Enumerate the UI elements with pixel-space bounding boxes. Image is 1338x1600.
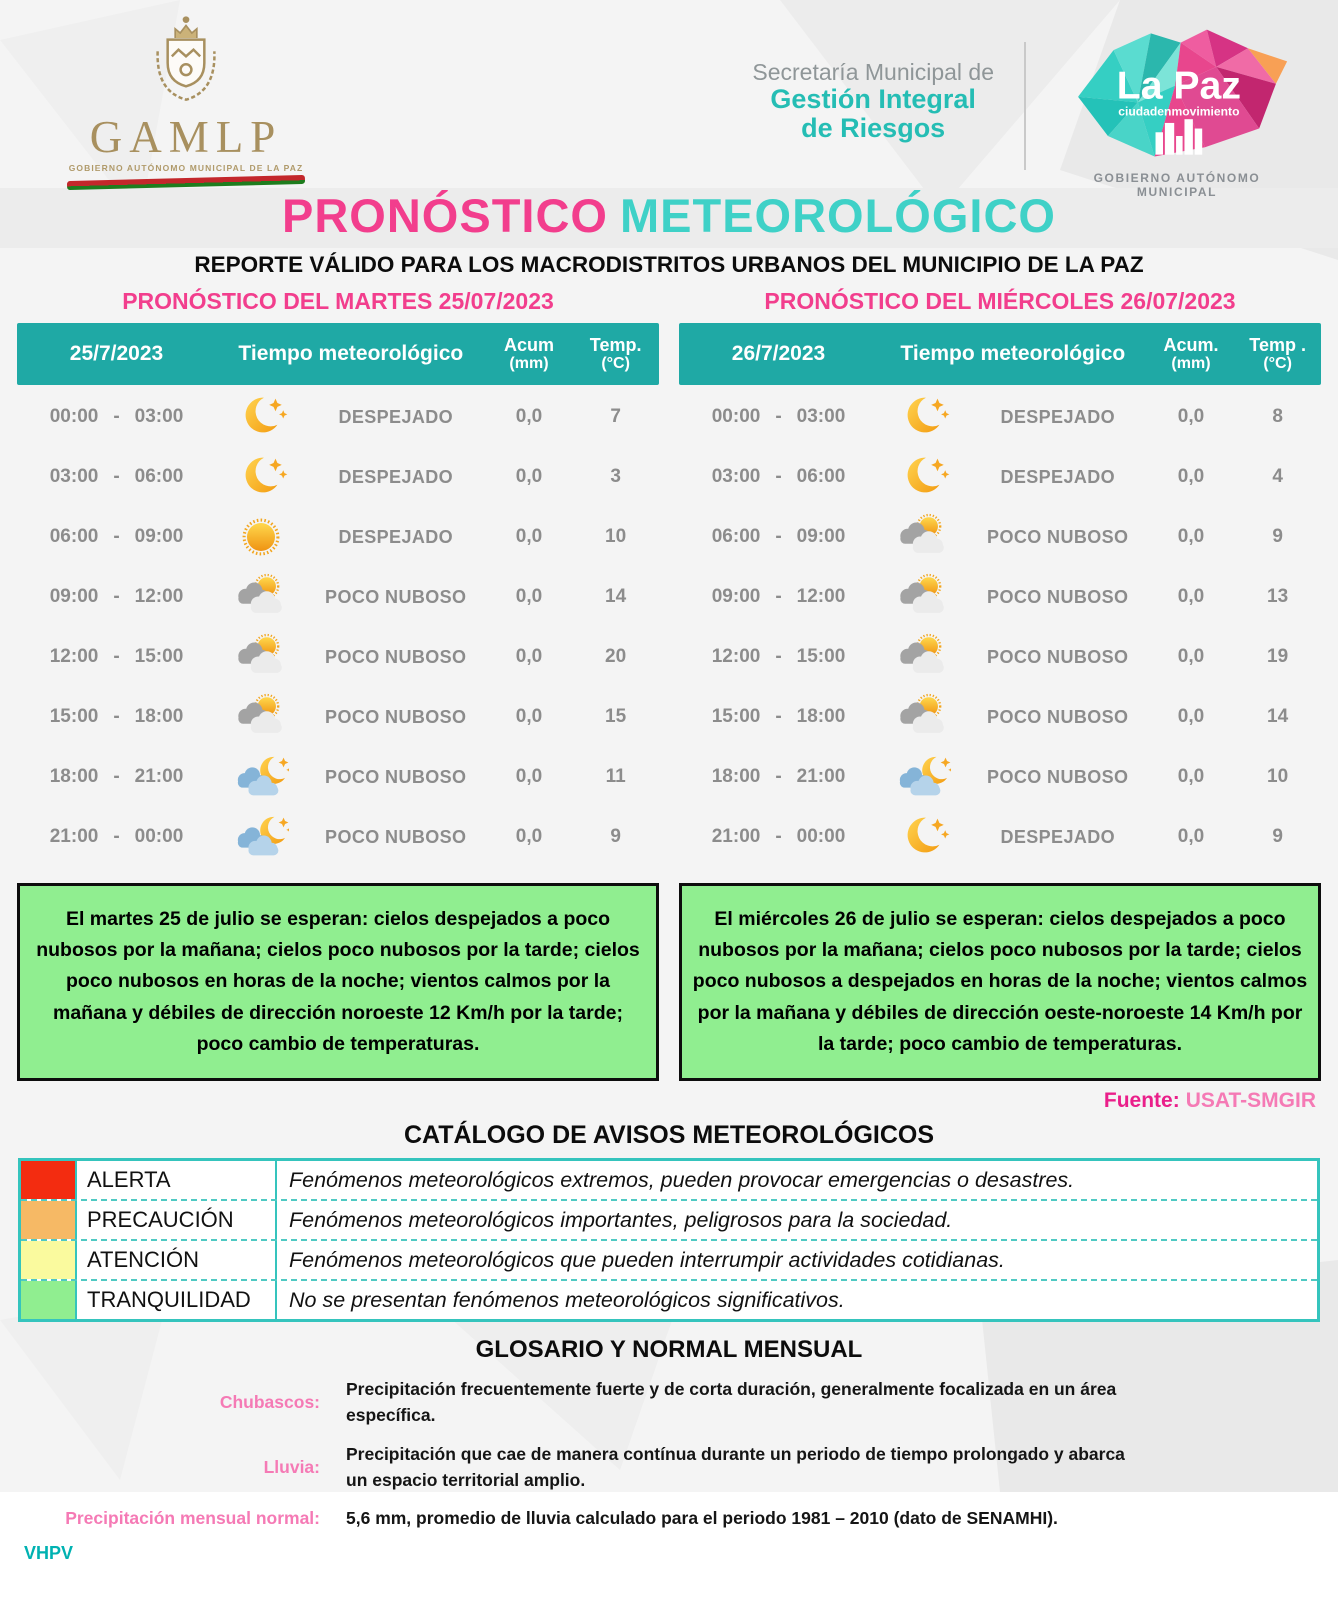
time-range: 00:00 - 03:00 <box>49 406 184 428</box>
secretaria-block <box>752 60 994 143</box>
forecast-row <box>17 567 659 627</box>
forecast-table-wednesday <box>679 286 1321 1081</box>
time-range: 15:00 - 18:00 <box>49 706 184 728</box>
moon-clouds-icon <box>895 753 951 801</box>
accumulation-value: 0,0 <box>1177 706 1205 728</box>
glossary-entry-precipitacion <box>0 1505 1308 1531</box>
sun-icon <box>233 513 289 561</box>
accumulation-value: 0,0 <box>515 466 543 488</box>
temperature-value: 10 <box>605 526 627 548</box>
accumulation-value: 0,0 <box>515 526 543 548</box>
time-range: 21:00 - 00:00 <box>49 826 184 848</box>
lapaz-logo <box>1052 24 1302 199</box>
condition-label: DESPEJADO <box>1000 406 1116 427</box>
forecast-header-row <box>679 323 1321 385</box>
forecast-heading-tuesday: PRONÓSTICO DEL MARTES 25/07/2023 <box>122 288 554 315</box>
temperature-value: 15 <box>605 706 627 728</box>
forecast-header-row <box>17 323 659 385</box>
column-header-temp: Temp . (°C) <box>1249 334 1306 373</box>
catalog-title: CATÁLOGO DE AVISOS METEOROLÓGICOS <box>403 1121 935 1150</box>
condition-label: POCO NUBOSO <box>987 586 1129 607</box>
glossary-term: Precipitación mensual normal: <box>65 1508 320 1529</box>
author-initials: VHPV <box>24 1543 74 1564</box>
accumulation-value: 0,0 <box>515 706 543 728</box>
glossary <box>0 1376 1338 1531</box>
source-label: Fuente: <box>1103 1089 1180 1113</box>
precaucion-color-swatch <box>21 1201 77 1239</box>
tranquilidad-label: TRANQUILIDAD <box>77 1281 277 1319</box>
time-range: 15:00 - 18:00 <box>711 706 846 728</box>
condition-label: POCO NUBOSO <box>325 766 467 787</box>
alerta-label: ALERTA <box>77 1161 277 1199</box>
condition-label: POCO NUBOSO <box>987 526 1129 547</box>
tranquilidad-color-swatch <box>21 1281 77 1319</box>
source-line <box>0 1081 1338 1113</box>
catalog-row-precaucion <box>21 1199 1317 1239</box>
temperature-value: 8 <box>1272 406 1283 428</box>
page-title-part1: PRONÓSTICO <box>282 189 608 242</box>
source-value: USAT-SMGIR <box>1185 1089 1316 1113</box>
moon-clouds-icon <box>233 813 289 861</box>
time-range: 09:00 - 12:00 <box>49 586 184 608</box>
time-range: 03:00 - 06:00 <box>711 466 846 488</box>
condition-label: POCO NUBOSO <box>325 646 467 667</box>
secretaria-line2: Gestión Integral <box>770 83 976 114</box>
sun-clouds-icon <box>233 573 289 621</box>
glossary-definition: 5,6 mm, promedio de lluvia calculado para el periodo 1981 – 2010 (dato de SENAMHI). <box>346 1508 1058 1529</box>
glossary-title: GLOSARIO Y NORMAL MENSUAL <box>475 1336 863 1364</box>
time-range: 03:00 - 06:00 <box>49 466 184 488</box>
condition-label: POCO NUBOSO <box>987 706 1129 727</box>
sun-clouds-icon <box>895 693 951 741</box>
temperature-value: 13 <box>1267 586 1289 608</box>
alerta-color-swatch <box>21 1161 77 1199</box>
temperature-value: 11 <box>605 766 626 788</box>
glossary-term: Lluvia: <box>263 1456 320 1477</box>
forecast-table-tuesday <box>17 286 659 1081</box>
summary-box-tuesday <box>17 883 659 1081</box>
time-range: 09:00 - 12:00 <box>711 586 846 608</box>
forecast-row <box>679 807 1321 867</box>
catalog-row-atencion <box>21 1239 1317 1279</box>
condition-label: POCO NUBOSO <box>325 706 467 727</box>
sun-clouds-icon <box>895 633 951 681</box>
column-header-acum: Acum (mm) <box>503 334 554 373</box>
forecast-row <box>17 807 659 867</box>
atencion-label: ATENCIÓN <box>77 1241 277 1279</box>
condition-label: DESPEJADO <box>338 406 454 427</box>
column-header-acum: Acum. (mm) <box>1163 334 1219 373</box>
sun-clouds-icon <box>895 513 951 561</box>
temperature-value: 20 <box>605 646 627 668</box>
forecast-row <box>17 627 659 687</box>
precaucion-description: Fenómenos meteorológicos importantes, peligrosos para la sociedad. <box>289 1207 953 1232</box>
accumulation-value: 0,0 <box>1177 526 1205 548</box>
lapaz-tagline: ciudadenmovimiento <box>1118 104 1240 119</box>
lapaz-name: La Paz <box>1116 64 1241 108</box>
forecast-row <box>679 627 1321 687</box>
forecast-row <box>679 447 1321 507</box>
atencion-color-swatch <box>21 1241 77 1279</box>
forecast-row <box>17 447 659 507</box>
gamlp-logo <box>36 8 336 187</box>
accumulation-value: 0,0 <box>1177 766 1205 788</box>
condition-label: POCO NUBOSO <box>325 586 467 607</box>
secretaria-line3: de Riesgos <box>801 112 946 143</box>
page-title-part2: METEOROLÓGICO <box>619 189 1056 242</box>
time-range: 18:00 - 21:00 <box>49 766 184 788</box>
column-header-date: 26/7/2023 <box>731 342 826 366</box>
header <box>0 0 1338 199</box>
accumulation-value: 0,0 <box>515 766 543 788</box>
time-range: 18:00 - 21:00 <box>711 766 846 788</box>
gamlp-crest-icon <box>138 8 234 108</box>
accumulation-value: 0,0 <box>515 646 543 668</box>
alert-catalog-table <box>18 1158 1320 1322</box>
column-header-date: 25/7/2023 <box>69 342 164 366</box>
forecast-row <box>17 387 659 447</box>
column-header-weather: Tiempo meteorológico <box>238 342 464 366</box>
temperature-value: 14 <box>1267 706 1289 728</box>
temperature-value: 9 <box>610 826 621 848</box>
lapaz-polygon-icon <box>1061 24 1293 164</box>
catalog-row-alerta <box>21 1161 1317 1199</box>
accumulation-value: 0,0 <box>1177 406 1205 428</box>
time-range: 21:00 - 00:00 <box>711 826 846 848</box>
summary-text-tuesday: El martes 25 de julio se esperan: cielos despejados a poco nubosos por la mañana; cielos poco nubosos por la tarde; cielos poco nubosos en horas de la noche; vientos calmos por la mañana y débiles de dirección noroeste 12 Km/h por la tarde; poco cambio de temperaturas. <box>36 908 640 1055</box>
time-range: 12:00 - 15:00 <box>49 646 184 668</box>
temperature-value: 4 <box>1272 466 1283 488</box>
condition-label: DESPEJADO <box>338 466 454 487</box>
temperature-value: 10 <box>1267 766 1289 788</box>
accumulation-value: 0,0 <box>1177 586 1205 608</box>
condition-label: POCO NUBOSO <box>987 646 1129 667</box>
forecast-row <box>679 387 1321 447</box>
report-subtitle: REPORTE VÁLIDO PARA LOS MACRODISTRITOS URBANOS DEL MUNICIPIO DE LA PAZ <box>194 252 1144 278</box>
accumulation-value: 0,0 <box>1177 826 1205 848</box>
gamlp-caption: GOBIERNO AUTÓNOMO MUNICIPAL DE LA PAZ <box>68 163 304 173</box>
forecast-row <box>679 567 1321 627</box>
time-range: 00:00 - 03:00 <box>711 406 846 428</box>
time-range: 06:00 - 09:00 <box>49 526 184 548</box>
tranquilidad-description: No se presentan fenómenos meteorológicos significativos. <box>289 1287 845 1312</box>
temperature-value: 14 <box>605 586 627 608</box>
summary-box-wednesday <box>679 883 1321 1081</box>
gamlp-acronym: GAMLP <box>89 112 283 162</box>
crescent-moon-icon <box>895 393 951 441</box>
column-header-temp: Temp. (°C) <box>589 334 642 373</box>
lapaz-caption: GOBIERNO AUTÓNOMO MUNICIPAL <box>1093 171 1261 199</box>
glossary-definition: Precipitación que cae de manera contínua durante un periodo de tiempo prolongado y abarca un espacio territorial amplio. <box>346 1443 1125 1490</box>
accumulation-value: 0,0 <box>1177 646 1205 668</box>
temperature-value: 9 <box>1272 526 1283 548</box>
condition-label: POCO NUBOSO <box>325 826 467 847</box>
crescent-moon-icon <box>233 393 289 441</box>
catalog-row-tranquilidad <box>21 1279 1317 1319</box>
crescent-moon-icon <box>233 453 289 501</box>
crescent-moon-icon <box>895 453 951 501</box>
time-range: 06:00 - 09:00 <box>711 526 846 548</box>
sun-clouds-icon <box>233 693 289 741</box>
forecast-rows <box>679 385 1321 867</box>
forecast-row <box>17 687 659 747</box>
glossary-definition: Precipitación frecuentemente fuerte y de corta duración, generalmente focalizada en un área específica. <box>346 1379 1117 1426</box>
condition-label: DESPEJADO <box>1000 826 1116 847</box>
temperature-value: 7 <box>610 406 621 428</box>
glossary-term: Chubascos: <box>219 1392 320 1413</box>
forecast-row <box>679 747 1321 807</box>
forecast-row <box>17 507 659 567</box>
temperature-value: 9 <box>1272 826 1283 848</box>
accumulation-value: 0,0 <box>515 586 543 608</box>
precaucion-label: PRECAUCIÓN <box>77 1201 277 1239</box>
sun-clouds-icon <box>895 573 951 621</box>
condition-label: DESPEJADO <box>338 526 454 547</box>
condition-label: POCO NUBOSO <box>987 766 1129 787</box>
crescent-moon-icon <box>895 813 951 861</box>
forecast-row <box>17 747 659 807</box>
forecast-rows <box>17 385 659 867</box>
time-range: 12:00 - 15:00 <box>711 646 846 668</box>
temperature-value: 3 <box>610 466 621 488</box>
accumulation-value: 0,0 <box>1177 466 1205 488</box>
forecast-columns <box>0 286 1338 1081</box>
forecast-row <box>679 507 1321 567</box>
forecast-row <box>679 687 1321 747</box>
alerta-description: Fenómenos meteorológicos extremos, pueden provocar emergencias o desastres. <box>289 1167 1075 1192</box>
glossary-entry-lluvia <box>0 1441 1308 1494</box>
moon-clouds-icon <box>233 753 289 801</box>
atencion-description: Fenómenos meteorológicos que pueden interrumpir actividades cotidianas. <box>289 1247 1005 1272</box>
header-divider <box>1024 42 1026 170</box>
temperature-value: 19 <box>1267 646 1289 668</box>
glossary-entry-chubascos <box>0 1376 1308 1429</box>
condition-label: DESPEJADO <box>1000 466 1116 487</box>
column-header-weather: Tiempo meteorológico <box>900 342 1126 366</box>
summary-text-wednesday: El miércoles 26 de julio se esperan: cielos despejados a poco nubosos por la mañana; cielos poco nubosos por la tarde; cielos poco nubosos a despejados en horas de la noche; vientos calmos por la mañana y débiles de dirección oeste-noroeste 14 Km/h por la tarde; poco cambio de temperaturas. <box>692 908 1308 1055</box>
accumulation-value: 0,0 <box>515 826 543 848</box>
sun-clouds-icon <box>233 633 289 681</box>
secretaria-line1: Secretaría Municipal de <box>752 59 994 85</box>
forecast-heading-wednesday: PRONÓSTICO DEL MIÉRCOLES 26/07/2023 <box>764 288 1236 315</box>
accumulation-value: 0,0 <box>515 406 543 428</box>
